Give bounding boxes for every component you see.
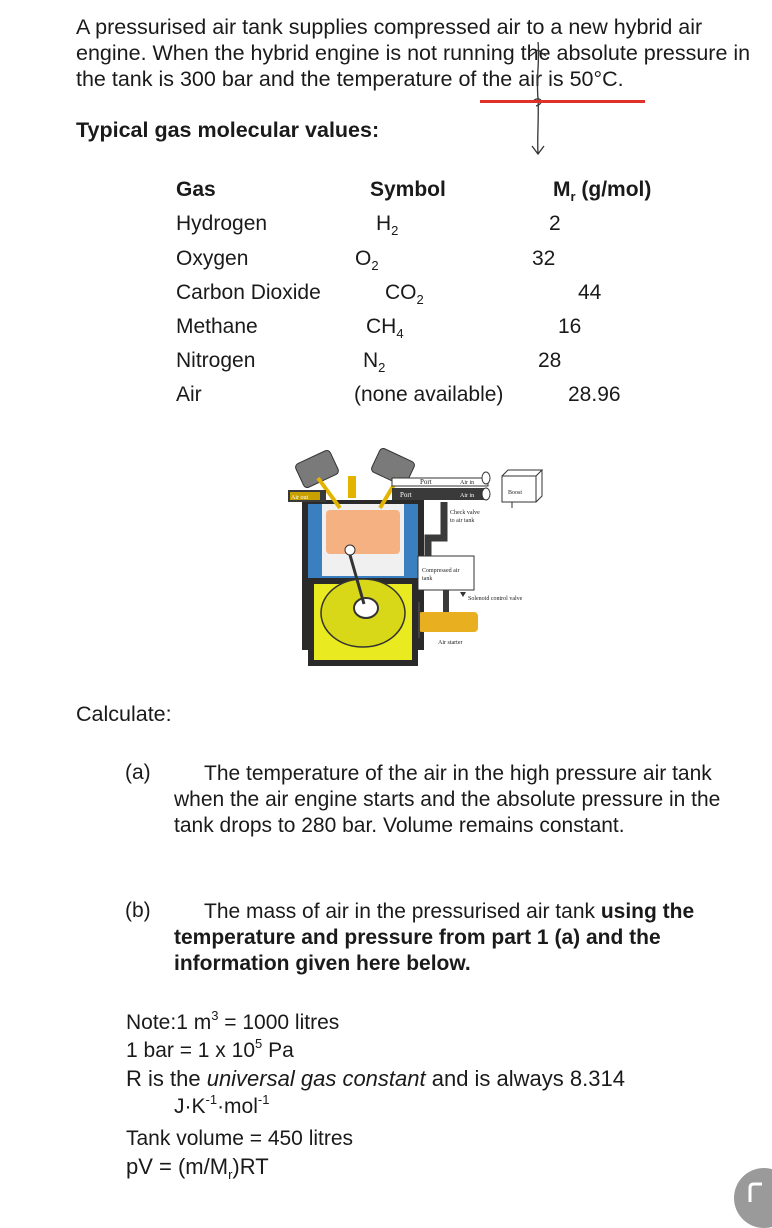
label-air-out: Air out xyxy=(291,495,309,501)
note-line-1: Note:1 $m^3 = 1000$ litres xyxy=(126,1008,340,1034)
col-header-mr: $M_r$ (g/mol) xyxy=(553,178,652,204)
label-port-right: Port xyxy=(420,478,432,486)
gas-name: Carbon Dioxide xyxy=(176,281,321,304)
gas-symbol: $CH_4$ xyxy=(366,315,404,341)
gas-name: Methane xyxy=(176,315,258,338)
calculate-label: Calculate: xyxy=(76,702,172,726)
red-underline-mark xyxy=(480,100,645,103)
label-port-left: Port xyxy=(400,491,412,499)
label-tank-1: Compressed air xyxy=(422,568,460,574)
gas-name: Nitrogen xyxy=(176,349,256,372)
col-header-symbol: Symbol xyxy=(370,178,446,201)
gas-mr: 44 xyxy=(578,281,602,304)
gas-mr: 2 xyxy=(549,212,561,235)
handwritten-arrow-annotation xyxy=(520,38,560,160)
gas-mr: 28 xyxy=(538,349,562,372)
floating-action-button[interactable] xyxy=(734,1168,772,1228)
gas-symbol: $H_2$ xyxy=(376,212,399,238)
gas-symbol: (none available) xyxy=(354,383,504,406)
label-solenoid: Solenoid control valve xyxy=(468,596,523,602)
note-line-4: $J\cdot K^{-1}\cdot mol^{-1}$ xyxy=(174,1092,270,1118)
label-air-in-2: Air in xyxy=(460,493,475,499)
part-a-text: The temperature of the air in the high pressure air tank when the air engine starts and the absolute pressure in the tank drops to 280 bar. Volume remains constant. xyxy=(174,762,721,837)
label-tank-2: tank xyxy=(422,576,433,582)
gas-name: Hydrogen xyxy=(176,212,268,235)
gas-symbol: $O_2$ xyxy=(355,247,379,273)
note-line-6: pV = $(m/M_r)RT$ xyxy=(126,1154,269,1182)
gas-symbol: $N_2$ xyxy=(363,349,386,375)
label-air-in-1: Air in xyxy=(460,480,475,486)
gas-name: Air xyxy=(176,383,202,406)
label-check-valve-2: to air tank xyxy=(450,518,475,524)
label-air-starter: Air starter xyxy=(438,640,463,646)
part-b-label: (b) xyxy=(125,899,151,922)
note-line-5: Tank volume = 450 litres xyxy=(126,1127,354,1150)
gas-mr: 16 xyxy=(558,315,582,338)
label-check-valve-1: Check valve xyxy=(450,510,480,516)
note-line-3: R is the universal gas constant and is always 8.314 xyxy=(126,1066,625,1091)
hybrid-engine-diagram xyxy=(288,448,548,674)
label-boost: Boost xyxy=(508,490,523,496)
part-a-label: (a) xyxy=(125,761,151,784)
gas-mr: 32 xyxy=(532,247,556,270)
col-header-gas: Gas xyxy=(176,178,216,201)
gas-name: Oxygen xyxy=(176,247,249,270)
problem-statement: A pressurised air tank supplies compressed air to a new hybrid air engine. When the hybrid engine is not running the absolute pressure in the tank is 300 bar and the temperature of the air is 50°C. xyxy=(76,15,751,91)
gas-symbol: $CO_2$ xyxy=(385,281,424,307)
note-line-2: 1 bar = 1 x $10^5$ Pa xyxy=(126,1036,294,1062)
table-heading: Typical gas molecular values: xyxy=(76,118,380,142)
part-b-text: The mass of air in the pressurised air tank using the temperature and pressure from part 1 (a) and the information given here below. xyxy=(174,900,695,975)
gas-mr: 28.96 xyxy=(568,383,621,406)
